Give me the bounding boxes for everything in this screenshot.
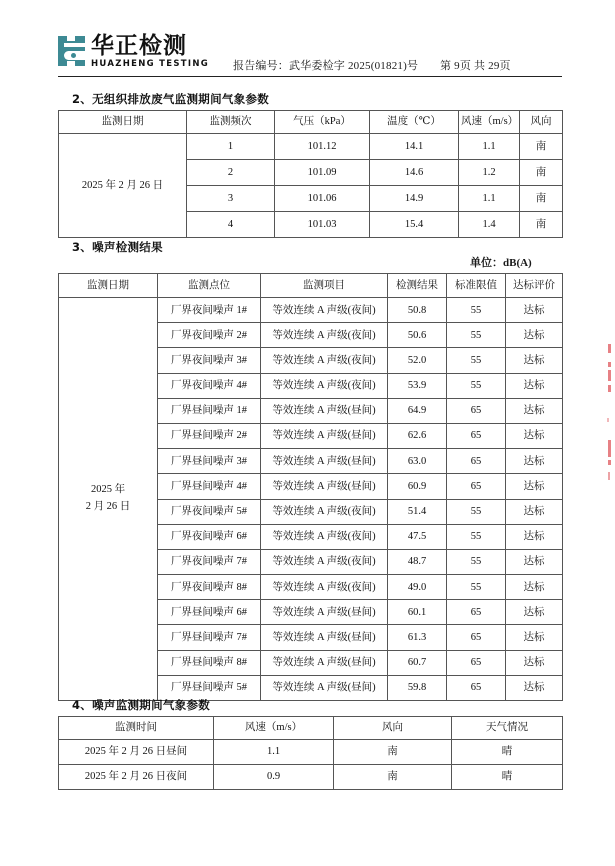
cell-result: 60.7: [388, 650, 447, 675]
cell-point: 厂界夜间噪声 2#: [158, 323, 261, 348]
col-header-point: 监测点位: [158, 274, 261, 298]
cell-item: 等效连续 A 声级(夜间): [261, 323, 388, 348]
cell-result: 50.8: [388, 298, 447, 323]
cell-date: [59, 298, 158, 701]
cell-result: 62.6: [388, 423, 447, 448]
col-header-result: 检测结果: [388, 274, 447, 298]
table-row: [59, 298, 563, 323]
noise-weather-table: [58, 716, 563, 790]
cell-item: 等效连续 A 声级(夜间): [261, 549, 388, 574]
cell-pressure: 101.03: [275, 212, 370, 238]
col-header-wind-speed: 风速（m/s）: [214, 717, 334, 740]
cell-item: 等效连续 A 声级(夜间): [261, 348, 388, 373]
cell-time: 2025 年 2 月 26 日夜间: [59, 765, 214, 790]
report-number: 报告编号：武华委检字 2025(01821)号: [233, 60, 419, 72]
cell-pressure: 101.06: [275, 186, 370, 212]
cell-verdict: 达标: [506, 373, 563, 398]
cell-item: 等效连续 A 声级(昼间): [261, 423, 388, 448]
cell-limit: 55: [447, 549, 506, 574]
cell-limit: 65: [447, 449, 506, 474]
cell-point: 厂界夜间噪声 7#: [158, 549, 261, 574]
cell-limit: 55: [447, 348, 506, 373]
cell-item: 等效连续 A 声级(夜间): [261, 575, 388, 600]
cell-result: 60.1: [388, 600, 447, 625]
cell-item: 等效连续 A 声级(昼间): [261, 398, 388, 423]
red-seal-fragment: [608, 460, 611, 465]
cell-temperature: 15.4: [370, 212, 459, 238]
col-header-time: 监测时间: [59, 717, 214, 740]
cell-wind-speed: 1.1: [459, 186, 520, 212]
date-line-2: 2 月 26 日: [85, 501, 131, 512]
col-header-wind-direction: 风向: [334, 717, 452, 740]
unit-label: 单位：dB(A): [470, 257, 532, 269]
cell-point: 厂界昼间噪声 1#: [158, 398, 261, 423]
cell-limit: 55: [447, 524, 506, 549]
date-line-1: 2025 年: [90, 484, 126, 496]
cell-point: 厂界夜间噪声 4#: [158, 373, 261, 398]
cell-frequency: 3: [187, 186, 275, 212]
cell-result: 51.4: [388, 499, 447, 524]
cell-point: 厂界夜间噪声 5#: [158, 499, 261, 524]
logo-chinese-name: 华正检测: [91, 33, 187, 59]
cell-item: 等效连续 A 声级(夜间): [261, 524, 388, 549]
cell-item: 等效连续 A 声级(昼间): [261, 474, 388, 499]
cell-wind-speed: 0.9: [214, 765, 334, 790]
cell-weather: 晴: [452, 740, 563, 765]
cell-item: 等效连续 A 声级(昼间): [261, 449, 388, 474]
cell-frequency: 1: [187, 134, 275, 160]
cell-time: 2025 年 2 月 26 日昼间: [59, 740, 214, 765]
cell-verdict: 达标: [506, 499, 563, 524]
cell-verdict: 达标: [506, 348, 563, 373]
cell-result: 64.9: [388, 398, 447, 423]
red-seal-fragment: [608, 370, 611, 381]
cell-limit: 55: [447, 323, 506, 348]
cell-wind-speed: 1.2: [459, 160, 520, 186]
col-header-weather: 天气情况: [452, 717, 563, 740]
section-2-title: 2、无组织排放废气监测期间气象参数: [72, 92, 270, 106]
cell-temperature: 14.9: [370, 186, 459, 212]
cell-limit: 55: [447, 499, 506, 524]
huazheng-bracket-logo-icon: [58, 36, 85, 66]
col-header-temperature: 温度（℃）: [370, 111, 459, 134]
col-header-item: 监测项目: [261, 274, 388, 298]
cell-limit: 65: [447, 675, 506, 700]
cell-result: 59.8: [388, 675, 447, 700]
col-header-date: 监测日期: [59, 274, 158, 298]
cell-verdict: 达标: [506, 524, 563, 549]
col-header-wind-direction: 风向: [520, 111, 563, 134]
cell-limit: 65: [447, 398, 506, 423]
cell-verdict: 达标: [506, 423, 563, 448]
red-seal-fragment: [608, 440, 611, 457]
cell-point: 厂界昼间噪声 4#: [158, 474, 261, 499]
cell-point: 厂界昼间噪声 8#: [158, 650, 261, 675]
cell-item: 等效连续 A 声级(昼间): [261, 650, 388, 675]
col-header-wind-speed: 风速（m/s）: [459, 111, 520, 134]
cell-temperature: 14.6: [370, 160, 459, 186]
cell-verdict: 达标: [506, 474, 563, 499]
cell-point: 厂界夜间噪声 1#: [158, 298, 261, 323]
red-seal-fragment: [607, 418, 609, 422]
cell-temperature: 14.1: [370, 134, 459, 160]
cell-verdict: 达标: [506, 323, 563, 348]
document-header: [58, 33, 562, 78]
col-header-frequency: 监测频次: [187, 111, 275, 134]
page-number: 第 9页 共 29页: [440, 60, 511, 72]
red-seal-fragment: [608, 472, 610, 480]
cell-result: 48.7: [388, 549, 447, 574]
table-row: [59, 765, 563, 790]
cell-result: 49.0: [388, 575, 447, 600]
cell-wind-speed: 1.4: [459, 212, 520, 238]
cell-limit: 55: [447, 575, 506, 600]
section-4-title: 4、噪声监测期间气象参数: [72, 698, 211, 712]
cell-wind-direction: 南: [334, 765, 452, 790]
cell-result: 53.9: [388, 373, 447, 398]
cell-item: 等效连续 A 声级(夜间): [261, 499, 388, 524]
cell-frequency: 4: [187, 212, 275, 238]
cell-point: 厂界昼间噪声 5#: [158, 675, 261, 700]
col-header-date: 监测日期: [59, 111, 187, 134]
cell-item: 等效连续 A 声级(夜间): [261, 373, 388, 398]
cell-result: 61.3: [388, 625, 447, 650]
cell-item: 等效连续 A 声级(昼间): [261, 625, 388, 650]
cell-wind-direction: 南: [520, 160, 563, 186]
cell-pressure: 101.12: [275, 134, 370, 160]
cell-result: 63.0: [388, 449, 447, 474]
cell-wind-direction: 南: [520, 212, 563, 238]
cell-wind-direction: 南: [334, 740, 452, 765]
col-header-pressure: 气压（kPa）: [275, 111, 370, 134]
cell-point: 厂界昼间噪声 2#: [158, 423, 261, 448]
noise-results-table: [58, 273, 563, 701]
cell-limit: 55: [447, 373, 506, 398]
cell-result: 52.0: [388, 348, 447, 373]
cell-verdict: 达标: [506, 298, 563, 323]
cell-verdict: 达标: [506, 650, 563, 675]
table-header-row: [59, 274, 563, 298]
table-row: [59, 740, 563, 765]
table-header-row: [59, 111, 563, 134]
cell-verdict: 达标: [506, 449, 563, 474]
cell-verdict: 达标: [506, 625, 563, 650]
col-header-verdict: 达标评价: [506, 274, 563, 298]
cell-verdict: 达标: [506, 600, 563, 625]
cell-result: 60.9: [388, 474, 447, 499]
cell-verdict: 达标: [506, 398, 563, 423]
section-3-title: 3、噪声检测结果: [72, 240, 163, 254]
header-divider: [58, 76, 562, 77]
cell-date: 2025 年 2 月 26 日: [59, 134, 187, 238]
cell-limit: 65: [447, 650, 506, 675]
cell-point: 厂界昼间噪声 6#: [158, 600, 261, 625]
cell-limit: 65: [447, 423, 506, 448]
cell-limit: 65: [447, 625, 506, 650]
logo-english-name: HUAZHENG TESTING: [91, 59, 210, 70]
cell-item: 等效连续 A 声级(昼间): [261, 675, 388, 700]
table-header-row: [59, 717, 563, 740]
cell-pressure: 101.09: [275, 160, 370, 186]
cell-result: 50.6: [388, 323, 447, 348]
cell-wind-direction: 南: [520, 186, 563, 212]
cell-point: 厂界昼间噪声 3#: [158, 449, 261, 474]
cell-wind-speed: 1.1: [459, 134, 520, 160]
company-logo: [58, 34, 209, 69]
cell-item: 等效连续 A 声级(夜间): [261, 298, 388, 323]
cell-wind-direction: 南: [520, 134, 563, 160]
red-seal-fragment: [608, 362, 611, 367]
cell-verdict: 达标: [506, 575, 563, 600]
cell-weather: 晴: [452, 765, 563, 790]
cell-point: 厂界夜间噪声 3#: [158, 348, 261, 373]
cell-point: 厂界昼间噪声 7#: [158, 625, 261, 650]
cell-limit: 65: [447, 474, 506, 499]
gas-weather-table: [58, 110, 563, 238]
cell-wind-speed: 1.1: [214, 740, 334, 765]
table-row: [59, 134, 563, 160]
cell-point: 厂界夜间噪声 6#: [158, 524, 261, 549]
cell-result: 47.5: [388, 524, 447, 549]
col-header-limit: 标准限值: [447, 274, 506, 298]
cell-verdict: 达标: [506, 549, 563, 574]
cell-frequency: 2: [187, 160, 275, 186]
cell-item: 等效连续 A 声级(昼间): [261, 600, 388, 625]
cell-point: 厂界夜间噪声 8#: [158, 575, 261, 600]
cell-limit: 65: [447, 600, 506, 625]
red-seal-fragment: [608, 344, 611, 353]
cell-verdict: 达标: [506, 675, 563, 700]
red-seal-fragment: [608, 385, 611, 392]
cell-limit: 55: [447, 298, 506, 323]
